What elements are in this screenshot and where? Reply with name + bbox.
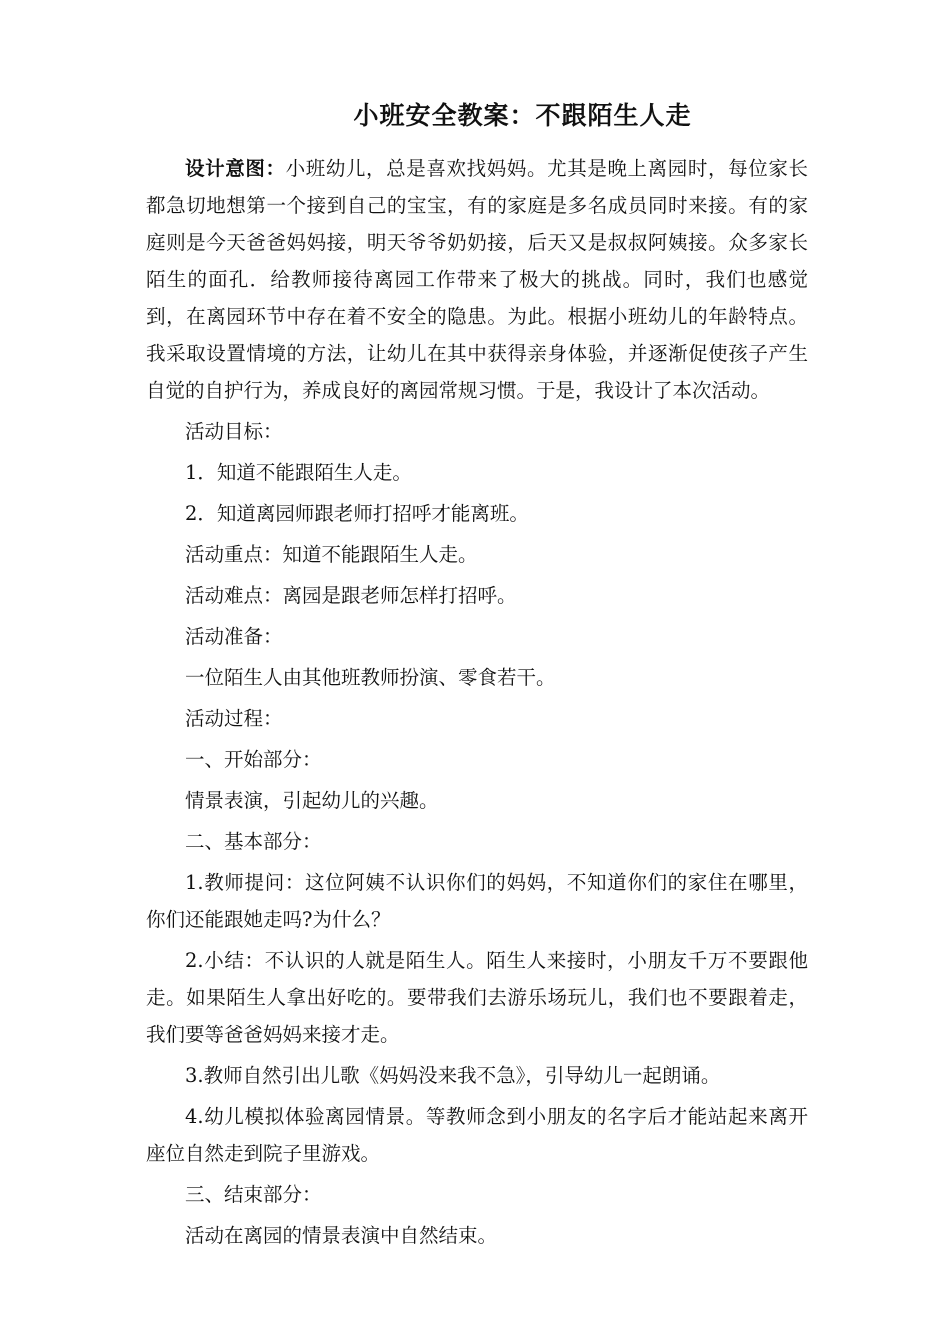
paragraph-key-point: 活动重点：知道不能跟陌生人走。 xyxy=(185,543,478,566)
document-title: 小班安全教案：不跟陌生人走 xyxy=(353,101,692,130)
paragraph-step-2: 2.小结：不认识的人就是陌生人。陌生人来接时，小朋友千万不要跟他走。如果陌生人拿出好吃的。要带我们去游乐场玩儿，我们也不要跟着走，我们要等爸爸妈妈来接才走。 xyxy=(146,949,808,1046)
paragraph-process-heading: 活动过程： xyxy=(185,707,283,730)
paragraph-step-3: 3.教师自然引出儿歌《妈妈没来我不急》，引导幼儿一起朗诵。 xyxy=(185,1064,721,1087)
intro-text: 小班幼儿，总是喜欢找妈妈。尤其是晚上离园时，每位家长都急切地想第一个接到自己的宝宝，有的家庭是多名成员同时来接。有的家庭则是今天爸爸妈妈接，明天爷爷奶奶接，后天又是叔叔阿姨接。众多家长陌生的面孔．给教师接待离园工作带来了极大的挑战。同时，我们也感觉到，在离园环节中存在着不安全的隐患。为此。根据小班幼儿的年龄特点。我采取设置情境的方法，让幼儿在其中获得亲身体验，并逐渐促使孩子产生自觉的自护行为，养成良好的离园常规习惯。于是，我设计了本次活动。 xyxy=(146,157,808,402)
document-body xyxy=(146,150,808,1254)
paragraph-part-2-heading: 二、基本部分： xyxy=(185,830,322,853)
intro-paragraph xyxy=(146,150,808,409)
intro-lead: 设计意图： xyxy=(185,157,286,180)
paragraph-part-3-heading: 三、结束部分： xyxy=(185,1183,322,1206)
paragraph-activity-goals-heading: 活动目标： xyxy=(185,420,283,443)
paragraph-step-4: 4.幼儿模拟体验离园情景。等教师念到小朋友的名字后才能站起来离开座位自然走到院子里游戏。 xyxy=(146,1105,808,1165)
paragraph-goal-2: 2．知道离园师跟老师打招呼才能离班。 xyxy=(185,502,529,525)
paragraph-part-1: 情景表演，引起幼儿的兴趣。 xyxy=(185,789,439,812)
paragraph-step-1: 1.教师提问：这位阿姨不认识你们的妈妈，不知道你们的家住在哪里，你们还能跟她走吗?为什么？ xyxy=(146,871,808,931)
paragraph-part-1-heading: 一、开始部分： xyxy=(185,748,322,771)
paragraph-preparation-heading: 活动准备： xyxy=(185,625,283,648)
paragraph-preparation: 一位陌生人由其他班教师扮演、零食若干。 xyxy=(185,666,556,689)
paragraph-goal-1: 1．知道不能跟陌生人走。 xyxy=(185,461,412,484)
paragraph-part-3: 活动在离园的情景表演中自然结束。 xyxy=(185,1224,498,1247)
paragraph-difficulty: 活动难点：离园是跟老师怎样打招呼。 xyxy=(185,584,517,607)
